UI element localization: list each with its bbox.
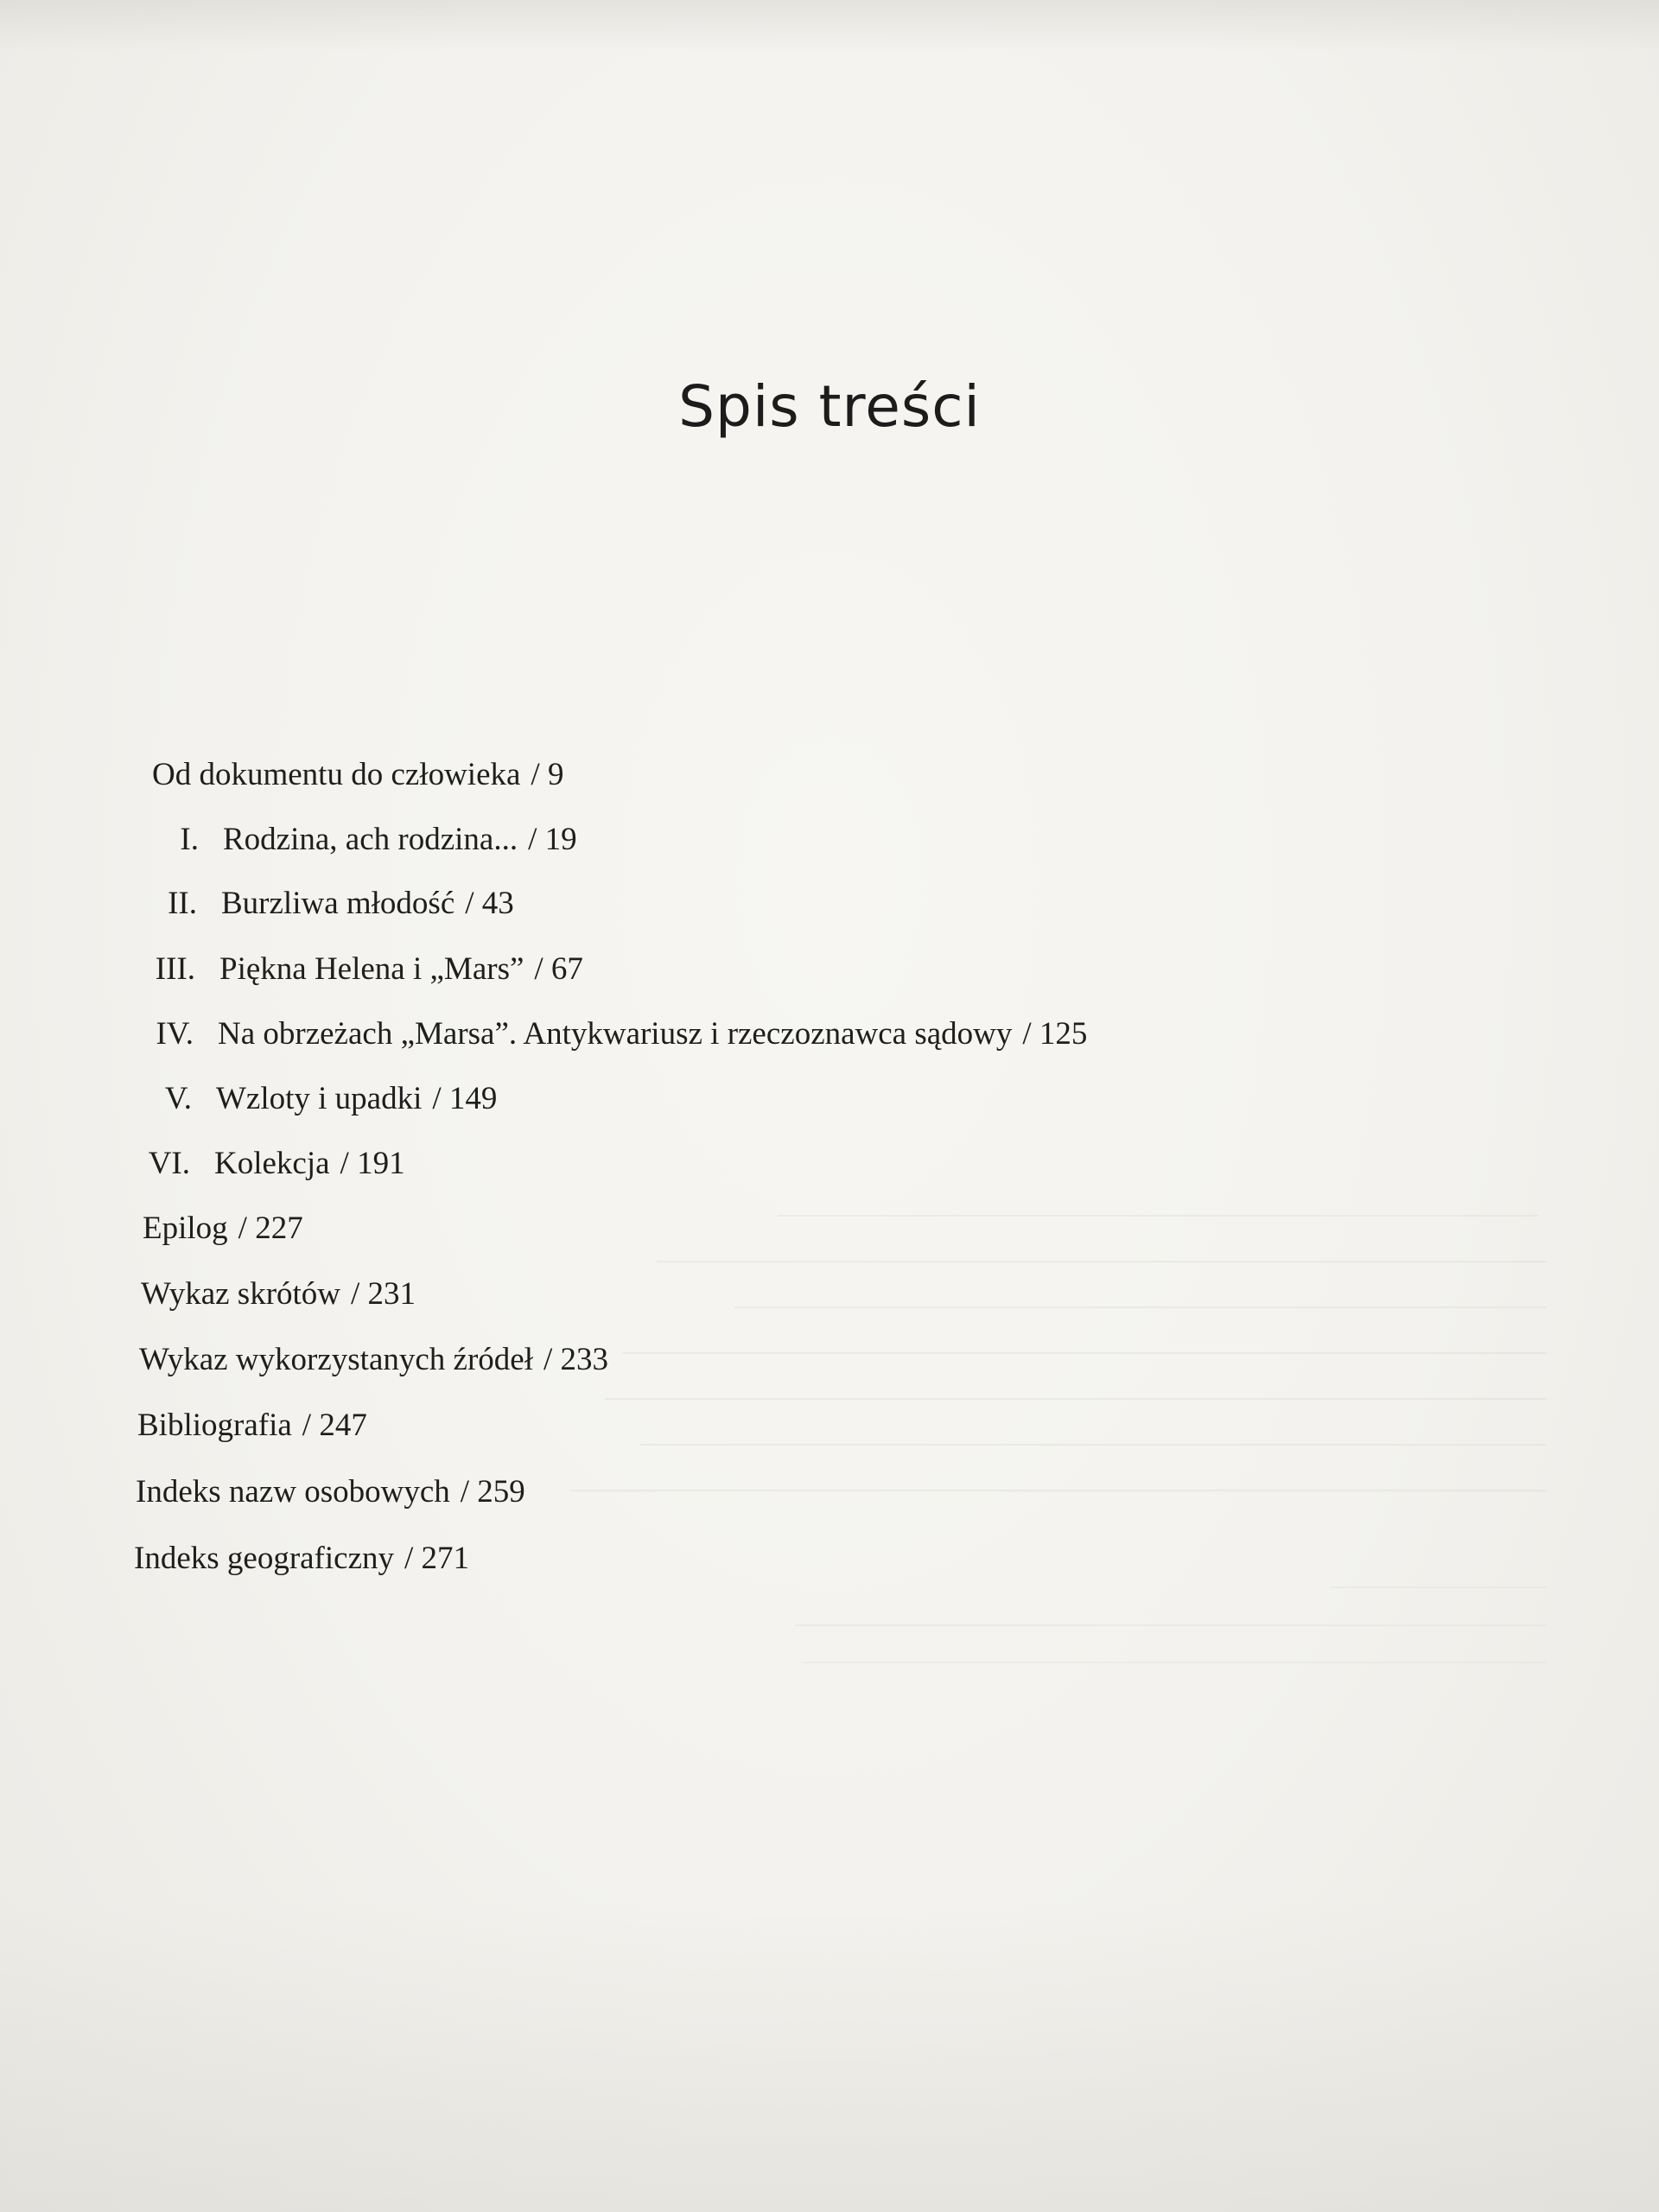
toc-entry-page: / 227 <box>238 1211 303 1246</box>
toc-entry-numeral: II. <box>168 886 197 921</box>
toc-entry-page: / 19 <box>528 822 577 857</box>
toc-entry-page: / 247 <box>302 1408 367 1443</box>
toc-entry-title: Wykaz wykorzystanych źródeł <box>139 1342 533 1377</box>
toc-entry-page: / 149 <box>432 1081 498 1116</box>
toc-entry <box>219 950 583 988</box>
toc-entry <box>221 885 514 922</box>
toc-entry-numeral: VI. <box>148 1146 190 1181</box>
toc-entry-page: / 233 <box>543 1342 609 1377</box>
toc-entry-title: Od dokumentu do człowieka <box>152 757 521 792</box>
toc-entry-page: / 191 <box>340 1146 405 1181</box>
toc-entry-title: Kolekcja <box>214 1146 330 1181</box>
toc-entry <box>134 1540 469 1577</box>
toc-entry-title: Burzliwa młodość <box>221 886 455 921</box>
toc-entry <box>137 1407 367 1444</box>
toc-entry-page: / 9 <box>531 757 564 792</box>
toc-entry <box>141 1275 416 1313</box>
toc-entry <box>136 1473 525 1510</box>
toc-entry-page: / 231 <box>351 1276 416 1312</box>
toc-entry-page: / 271 <box>404 1541 470 1576</box>
toc-entry <box>139 1341 608 1378</box>
toc-entry-title: Na obrzeżach „Marsa”. Antykwariusz i rzeczoznawca sądowy <box>218 1016 1013 1052</box>
toc-entry <box>223 821 577 858</box>
toc-entry <box>143 1210 303 1247</box>
toc-entry <box>214 1145 405 1182</box>
toc-entry-numeral: III. <box>155 951 195 987</box>
toc-entry-page: / 43 <box>465 886 514 921</box>
toc-entry-numeral: IV. <box>156 1016 194 1052</box>
toc-entry-numeral: I. <box>180 822 199 857</box>
toc-entry-title: Bibliografia <box>137 1408 292 1443</box>
toc-entry-title: Indeks geograficzny <box>134 1541 395 1576</box>
toc-entry-title: Piękna Helena i „Mars” <box>219 951 524 987</box>
page-title: Spis treści <box>678 373 981 441</box>
toc-entry-title: Wykaz skrótów <box>141 1276 341 1312</box>
toc-entry-page: / 125 <box>1022 1016 1088 1052</box>
toc-entry-page: / 259 <box>460 1474 525 1510</box>
toc-entry-title: Indeks nazw osobowych <box>136 1474 450 1510</box>
toc-entry <box>216 1080 497 1117</box>
toc-entry-title: Epilog <box>143 1211 228 1246</box>
toc-entry-page: / 67 <box>534 951 583 987</box>
toc-entry-title: Wzloty i upadki <box>216 1081 423 1116</box>
toc-entry <box>218 1015 1087 1052</box>
toc-entry <box>152 756 563 793</box>
toc-entry-numeral: V. <box>164 1081 192 1116</box>
toc-entry-title: Rodzina, ach rodzina... <box>223 822 518 857</box>
